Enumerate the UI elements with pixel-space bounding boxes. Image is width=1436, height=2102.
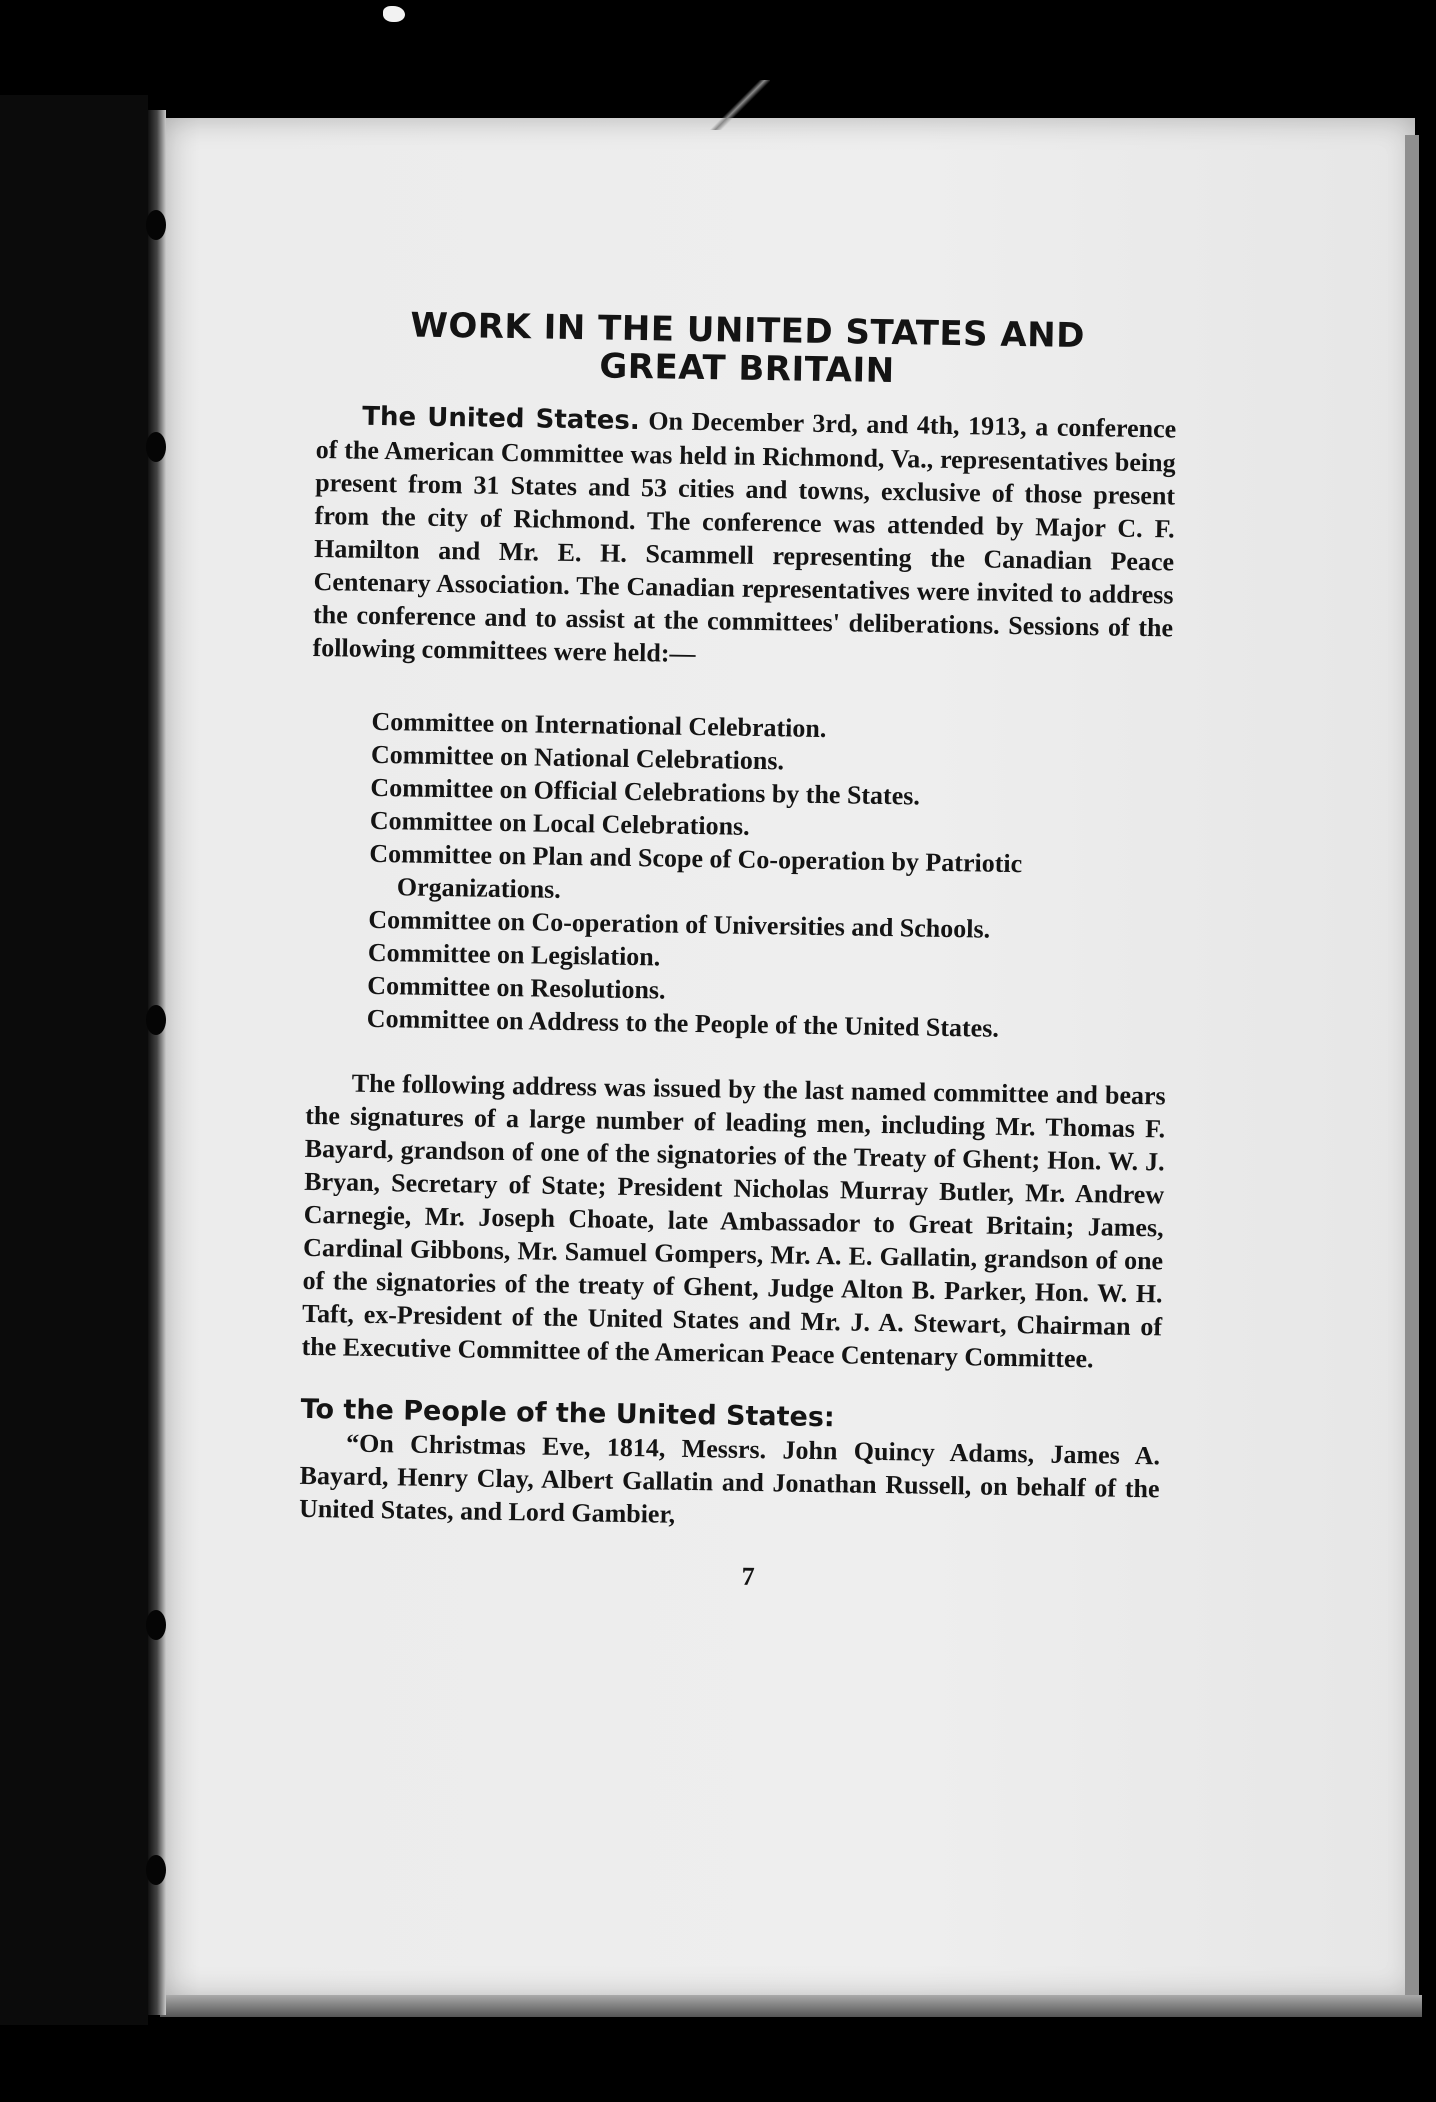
intro-paragraph (312, 399, 1176, 677)
title-line-2: GREAT BRITAIN (599, 346, 895, 392)
binding-stitch (146, 210, 166, 240)
page-right-edge (1405, 135, 1419, 2000)
quote-paragraph: “On Christmas Eve, 1814, Messrs. John Quincy Adams, James A. Bayard, Henry Clay, Albert Gallatin and Jonathan Russell, on behalf of the United States, and Lord Gambier, (298, 1428, 1161, 1529)
scan-corner-mark (383, 6, 405, 22)
page-number: 7 (741, 1561, 755, 1592)
binding-stitch (146, 432, 166, 462)
committee-item: Committee on Resolutions. (367, 970, 666, 1005)
committee-item: Committee on Legislation. (367, 937, 661, 972)
section-runin-heading: The United States. (362, 401, 640, 437)
committee-item: Committee on Address to the People of the United States. (366, 1003, 1000, 1043)
page-tear-mark (710, 80, 770, 130)
page-text (298, 305, 1178, 1599)
address-subheading: To the People of the United States: (300, 1393, 835, 1434)
title-line-1: WORK IN THE UNITED STATES AND (410, 305, 1086, 357)
binding-stitch (146, 1610, 166, 1640)
binding-stitch (146, 1855, 166, 1885)
page-bottom-edge (160, 1995, 1422, 2017)
book-binding (148, 110, 166, 2015)
scan-left-margin (0, 95, 148, 2025)
intro-paragraph-text: On December 3rd, and 4th, 1913, a conference of the American Committee was held in Richmond, Va., representatives being present from 31 States and 53 cities and towns, exclusive of those present from the city of Richmond. The conference was attended by Major C. F. Hamilton and Mr. E. H. Scammell representing the Canadian Peace Centenary Association. The Canadian representatives were invited to address the conference and to assist at the committees' deliberations. Sessions of the following committees were held:— (312, 406, 1177, 668)
committee-list (367, 705, 1172, 1048)
committee-item: Committee on Co-operation of Universities and Schools. (368, 904, 991, 944)
committee-item: Committee on Local Celebrations. (369, 805, 750, 841)
committee-item: Committee on Plan and Scope of Co-operation by Patriotic Organizations. (369, 838, 1023, 904)
committee-item: Committee on Official Celebrations by the States. (370, 772, 921, 811)
binding-stitch (146, 1005, 166, 1035)
page-title (317, 305, 1178, 394)
committee-item: Committee on International Celebration. (371, 706, 827, 744)
committee-item: Committee on National Celebrations. (370, 739, 785, 776)
address-paragraph: The following address was issued by the last named committee and bears the signatures of a large number of leading men, including Mr. Thomas F. Bayard, grandson of one of the signatories of the Treaty of Ghent; Hon. W. J. Bryan, Secretary of State; President Nicholas Murray Butler, Mr. Andrew Carnegie, Mr. Joseph Choate, late Ambassador to Great Britain; James, Cardinal Gibbons, Mr. Samuel Gompers, Mr. A. E. Gallatin, grandson of one of the signatories of the treaty of Ghent, Judge Alton B. Parker, Hon. W. H. Taft, ex-President of the United States and Mr. J. A. Stewart, Chairman of the Executive Committee of the American Peace Centenary Committee. (301, 1068, 1166, 1374)
